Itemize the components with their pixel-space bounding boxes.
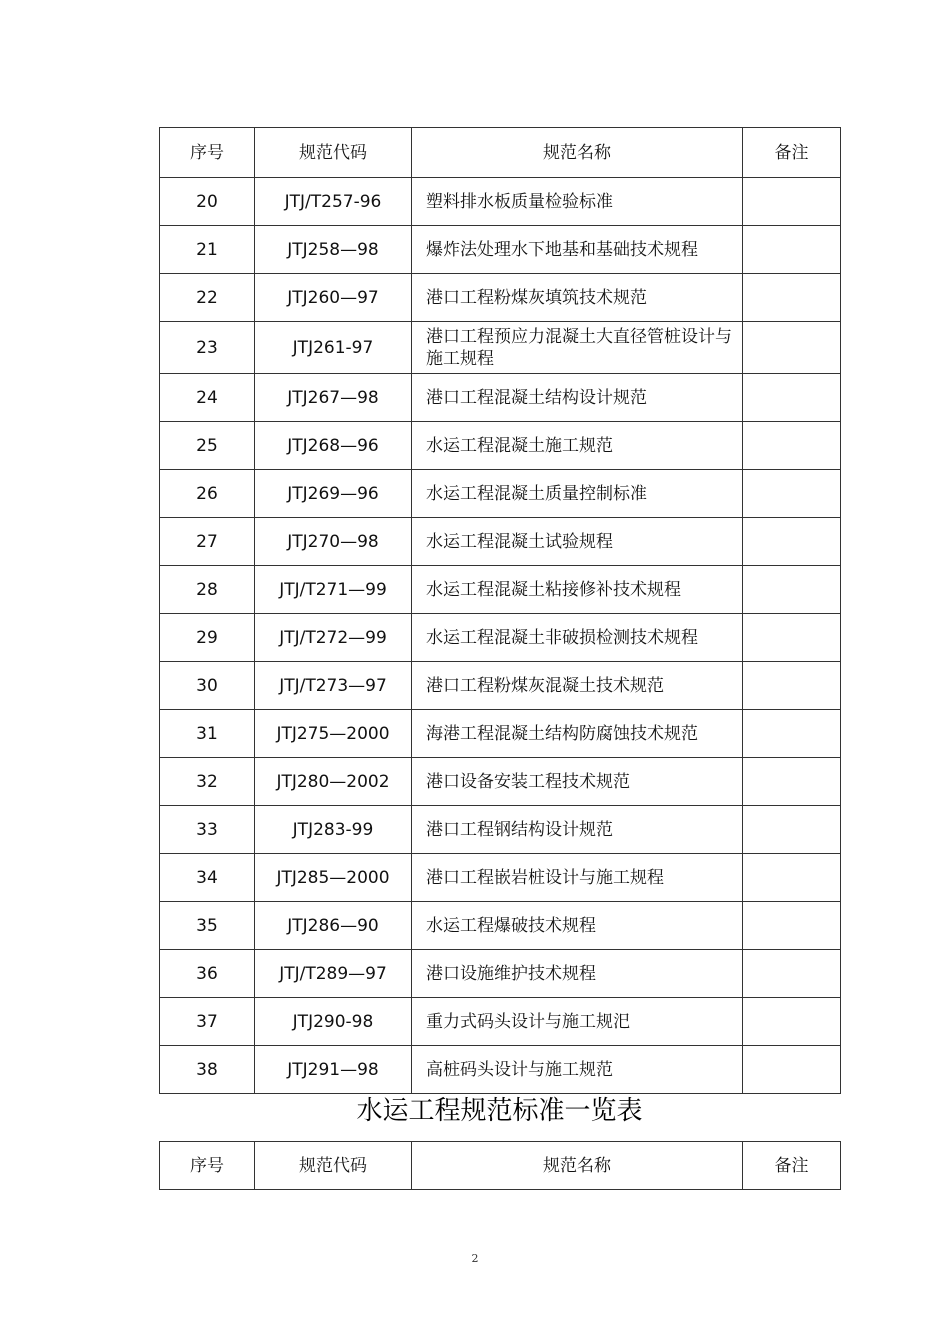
row-name: 港口工程混凝土结构设计规范 — [412, 374, 743, 422]
row-name: 港口工程预应力混凝土大直径管桩设计与施工规程 — [412, 322, 743, 374]
row-note — [743, 566, 841, 614]
row-number: 37 — [160, 998, 255, 1046]
row-note — [743, 322, 841, 374]
row-name: 水运工程混凝土施工规范 — [412, 422, 743, 470]
table-row — [160, 1046, 841, 1094]
row-number: 26 — [160, 470, 255, 518]
row-code: JTJ283-99 — [255, 806, 412, 854]
row-code: JTJ269—96 — [255, 470, 412, 518]
row-name: 水运工程混凝土质量控制标准 — [412, 470, 743, 518]
section-title: 水运工程规范标准一览表 — [356, 1096, 643, 1126]
table-row — [160, 662, 841, 710]
row-name: 爆炸法处理水下地基和基础技术规程 — [412, 226, 743, 274]
header-number: 序号 — [160, 128, 255, 178]
header-note: 备注 — [743, 128, 841, 178]
header-number: 序号 — [160, 1142, 255, 1190]
row-number: 28 — [160, 566, 255, 614]
row-note — [743, 854, 841, 902]
header-code: 规范代码 — [255, 128, 412, 178]
table-row — [160, 758, 841, 806]
row-name: 港口设备安装工程技术规范 — [412, 758, 743, 806]
row-note — [743, 710, 841, 758]
row-code: JTJ291—98 — [255, 1046, 412, 1094]
header-name: 规范名称 — [412, 1142, 743, 1190]
table-row — [160, 950, 841, 998]
row-code: JTJ260—97 — [255, 274, 412, 322]
row-number: 25 — [160, 422, 255, 470]
table-header-row — [160, 1142, 841, 1190]
row-name: 高桩码头设计与施工规范 — [412, 1046, 743, 1094]
table-row — [160, 566, 841, 614]
row-note — [743, 1046, 841, 1094]
row-note — [743, 806, 841, 854]
row-number: 32 — [160, 758, 255, 806]
row-code: JTJ/T289—97 — [255, 950, 412, 998]
row-code: JTJ285—2000 — [255, 854, 412, 902]
row-note — [743, 470, 841, 518]
row-number: 29 — [160, 614, 255, 662]
row-note — [743, 374, 841, 422]
row-number: 34 — [160, 854, 255, 902]
table-row — [160, 322, 841, 374]
row-code: JTJ275—2000 — [255, 710, 412, 758]
row-number: 27 — [160, 518, 255, 566]
row-name: 水运工程混凝土非破损检测技术规程 — [412, 614, 743, 662]
row-code: JTJ/T272—99 — [255, 614, 412, 662]
row-name: 港口设施维护技术规程 — [412, 950, 743, 998]
row-note — [743, 274, 841, 322]
row-name: 重力式码头设计与施工规汜 — [412, 998, 743, 1046]
row-name: 港口工程钢结构设计规范 — [412, 806, 743, 854]
row-code: JTJ268—96 — [255, 422, 412, 470]
spec-table — [159, 1141, 841, 1190]
row-code: JTJ280—2002 — [255, 758, 412, 806]
row-number: 33 — [160, 806, 255, 854]
spec-table-continued — [159, 127, 841, 1094]
row-number: 20 — [160, 178, 255, 226]
table-row — [160, 614, 841, 662]
header-note: 备注 — [743, 1142, 841, 1190]
row-note — [743, 422, 841, 470]
row-note — [743, 950, 841, 998]
row-code: JTJ267—98 — [255, 374, 412, 422]
table-row — [160, 470, 841, 518]
row-note — [743, 758, 841, 806]
row-note — [743, 178, 841, 226]
row-name: 水运工程混凝土粘接修补技术规程 — [412, 566, 743, 614]
row-number: 30 — [160, 662, 255, 710]
row-name: 港口工程粉煤灰混凝土技术规范 — [412, 662, 743, 710]
row-code: JTJ270—98 — [255, 518, 412, 566]
table-row — [160, 806, 841, 854]
table-row — [160, 422, 841, 470]
table-row — [160, 374, 841, 422]
row-name: 港口工程嵌岩桩设计与施工规程 — [412, 854, 743, 902]
row-number: 31 — [160, 710, 255, 758]
row-note — [743, 998, 841, 1046]
table-row — [160, 274, 841, 322]
row-name: 塑料排水板质量检验标准 — [412, 178, 743, 226]
row-name: 水运工程混凝土试验规程 — [412, 518, 743, 566]
row-code: JTJ/T257-96 — [255, 178, 412, 226]
row-name: 港口工程粉煤灰填筑技术规范 — [412, 274, 743, 322]
header-code: 规范代码 — [255, 1142, 412, 1190]
table-row — [160, 710, 841, 758]
row-number: 36 — [160, 950, 255, 998]
row-note — [743, 662, 841, 710]
row-code: JTJ286—90 — [255, 902, 412, 950]
row-number: 24 — [160, 374, 255, 422]
table-row — [160, 998, 841, 1046]
row-note — [743, 518, 841, 566]
row-code: JTJ261-97 — [255, 322, 412, 374]
table-row — [160, 518, 841, 566]
table-row — [160, 226, 841, 274]
row-name: 海港工程混凝土结构防腐蚀技术规范 — [412, 710, 743, 758]
row-note — [743, 614, 841, 662]
row-number: 22 — [160, 274, 255, 322]
row-code: JTJ/T271—99 — [255, 566, 412, 614]
table-row — [160, 854, 841, 902]
table-row — [160, 178, 841, 226]
row-number: 35 — [160, 902, 255, 950]
row-code: JTJ258—98 — [255, 226, 412, 274]
row-number: 23 — [160, 322, 255, 374]
table-header-row — [160, 128, 841, 178]
spec-table-body — [160, 128, 841, 1094]
row-code: JTJ290-98 — [255, 998, 412, 1046]
row-number: 21 — [160, 226, 255, 274]
table-row — [160, 902, 841, 950]
row-note — [743, 226, 841, 274]
header-name: 规范名称 — [412, 128, 743, 178]
row-name: 水运工程爆破技术规程 — [412, 902, 743, 950]
row-code: JTJ/T273—97 — [255, 662, 412, 710]
page-number: 2 — [471, 1252, 479, 1265]
row-number: 38 — [160, 1046, 255, 1094]
row-note — [743, 902, 841, 950]
